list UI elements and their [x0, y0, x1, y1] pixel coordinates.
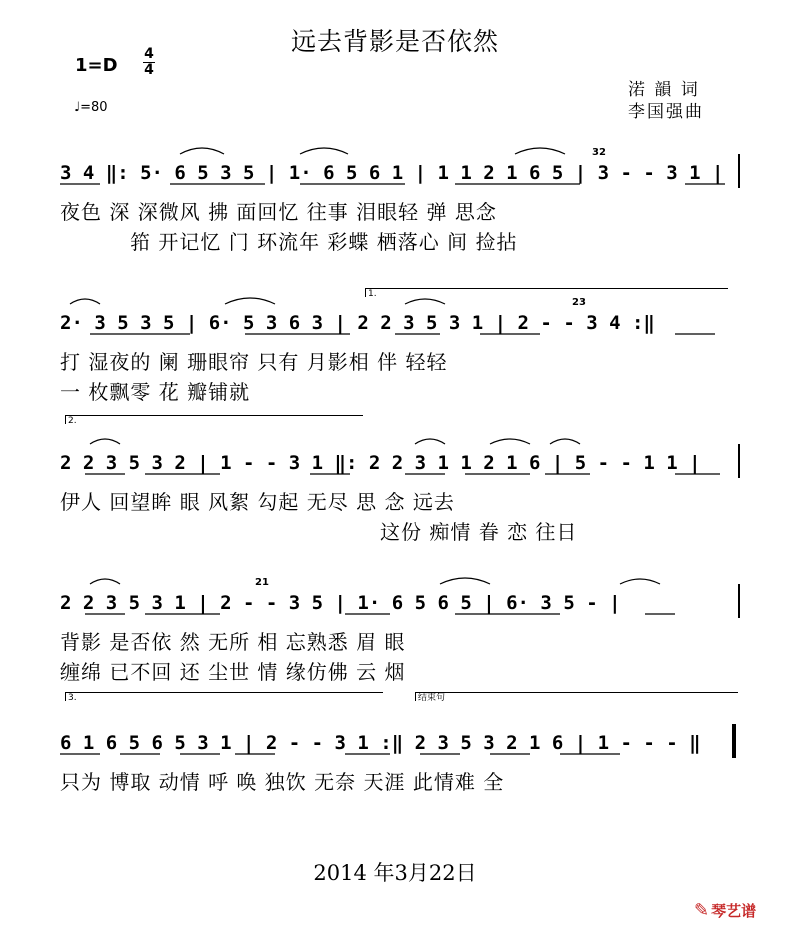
lyrics-verse-2: 筘 开记忆 门 环流年 彩蝶 栖落心 间 捡拈: [130, 230, 518, 254]
time-signature-top: 4: [144, 46, 154, 62]
lyrics-verse-2: 一 枚飘零 花 瓣铺就: [60, 380, 251, 404]
logo-mark-icon: ✎: [694, 900, 710, 921]
logo-text: 琴艺谱: [711, 902, 757, 920]
song-title: 远去背影是否依然: [290, 27, 499, 56]
notes-line-3: 2 2 3 5 3 2 | 1 - - 3 1 ‖: 2 2 3 1 1 2 1 6 | 5 - - 1 1 |: [60, 452, 701, 474]
notes-line-2: 2· 3 5 3 5 | 6· 5 3 6 3 | 2 2 3 5 3 1 | 2 - - 3 4 :‖: [60, 312, 655, 334]
volta-2: 2.: [65, 415, 363, 424]
grace-note-2: 23: [572, 297, 586, 308]
score-line-3: [60, 416, 740, 550]
grace-note-1: 32: [592, 147, 606, 158]
time-signature: [143, 47, 155, 78]
composer-credit: 李国强曲: [628, 102, 704, 122]
grace-note-4: 21: [255, 577, 269, 588]
lyrics-verse-1: 伊人 回望眸 眼 风絮 勾起 无尽 思 念 远去: [60, 490, 455, 514]
barline: [738, 154, 740, 188]
score-line-5: [60, 693, 740, 800]
volta-ending: 结束句: [415, 692, 738, 701]
barline: [738, 444, 740, 478]
barline: [738, 584, 740, 618]
lyricist-credit: 渃 韻 词: [628, 80, 700, 100]
score-line-2: [60, 289, 740, 410]
score-line-1: [60, 147, 740, 260]
lyrics-verse-1: 夜色 深 深微风 拂 面回忆 往事 泪眼轻 弹 思念: [60, 200, 497, 224]
lyrics-verse-1: 打 湿夜的 阑 珊眼帘 只有 月影相 伴 轻轻: [60, 350, 448, 374]
date-line: 2014 年3月22日: [313, 861, 477, 885]
notes-line-4: 2 2 3 5 3 1 | 2 - - 3 5 | 1· 6 5 6 5 | 6· 3 5 - |: [60, 592, 621, 614]
site-logo: [694, 900, 756, 921]
lyrics-verse-1: 背影 是否依 然 无所 相 忘熟悉 眉 眼: [60, 630, 406, 654]
notes-line-1: 3 4 ‖: 5· 6 5 3 5 | 1· 6 5 6 1 | 1 1 2 1 6 5 | 3 - - 3 1 |: [60, 162, 724, 184]
key-signature: 1=D: [75, 55, 118, 76]
volta-3: 3.: [65, 692, 383, 701]
time-signature-bottom: 4: [144, 62, 154, 78]
score-line-4: [60, 577, 740, 690]
lyrics-verse-1: 只为 博取 动情 呼 唤 独饮 无奈 天涯 此情难 全: [60, 770, 505, 794]
lyrics-verse-2: 这份 痴情 眷 恋 往日: [380, 520, 578, 544]
volta-1: 1.: [365, 288, 728, 297]
final-barline: [732, 724, 736, 758]
lyrics-verse-2: 缠绵 已不回 还 尘世 情 缘仿佛 云 烟: [60, 660, 406, 684]
notes-line-5: 6 1 6 5 6 5 3 1 | 2 - - 3 1 :‖ 2 3 5 3 2 1 6 | 1 - - - ‖: [60, 732, 701, 754]
tempo-marking: ♩=80: [74, 100, 108, 115]
